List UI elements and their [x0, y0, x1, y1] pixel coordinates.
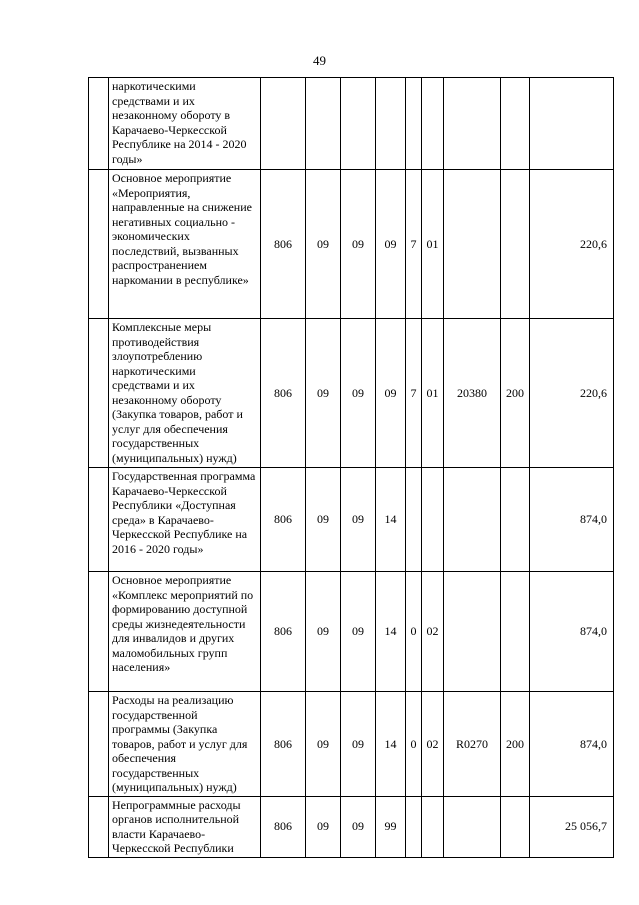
- direction-code-cell: [444, 468, 501, 572]
- expense-type-cell: [501, 572, 530, 692]
- table-row: [89, 572, 614, 692]
- row-number-cell: [89, 319, 109, 468]
- subsection-code-cell: 09: [341, 692, 376, 797]
- section-code-cell: 09: [306, 468, 341, 572]
- table-row: [89, 78, 614, 170]
- subsection-code-cell: 09: [341, 796, 376, 857]
- expense-type-cell: [501, 78, 530, 170]
- row-number-cell: [89, 796, 109, 857]
- row-number-cell: [89, 170, 109, 319]
- section-code-cell: 09: [306, 692, 341, 797]
- event-code-cell: 01: [422, 170, 444, 319]
- section-code-cell: 09: [306, 796, 341, 857]
- subsection-code-cell: [341, 78, 376, 170]
- table-row: [89, 170, 614, 319]
- subsection-code-cell: 09: [341, 572, 376, 692]
- budget-table: [88, 77, 614, 858]
- section-code-cell: 09: [306, 319, 341, 468]
- direction-code-cell: [444, 796, 501, 857]
- row-number-cell: [89, 572, 109, 692]
- event-code-cell: 02: [422, 572, 444, 692]
- row-name-cell: Государственная программа Карачаево-Черкесской Республики «Доступная среда» в Карачаево-Черкесской Республике на 2016 - 2020 годы»: [109, 468, 261, 572]
- table-row: [89, 796, 614, 857]
- amount-cell: 220,6: [530, 170, 614, 319]
- table-row: [89, 468, 614, 572]
- expense-type-cell: 200: [501, 692, 530, 797]
- amount-cell: 874,0: [530, 572, 614, 692]
- section-code-cell: [306, 78, 341, 170]
- ministry-code-cell: 806: [261, 170, 306, 319]
- expense-type-cell: [501, 468, 530, 572]
- expense-type-cell: [501, 796, 530, 857]
- amount-cell: 874,0: [530, 692, 614, 797]
- direction-code-cell: [444, 572, 501, 692]
- subprogram-code-cell: [406, 468, 422, 572]
- row-name-cell: Непрограммные расходы органов исполнительной власти Карачаево-Черкесской Республики: [109, 796, 261, 857]
- subprogram-code-cell: 7: [406, 319, 422, 468]
- program-code-cell: 09: [376, 170, 406, 319]
- event-code-cell: [422, 78, 444, 170]
- program-code-cell: 14: [376, 692, 406, 797]
- event-code-cell: 02: [422, 692, 444, 797]
- ministry-code-cell: 806: [261, 692, 306, 797]
- row-name-cell: Расходы на реализацию государственной программы (Закупка товаров, работ и услуг для обеспечения государственных (муниципальных) нужд): [109, 692, 261, 797]
- table-row: [89, 692, 614, 797]
- subsection-code-cell: 09: [341, 468, 376, 572]
- amount-cell: 220,6: [530, 319, 614, 468]
- row-name-cell: Комплексные меры противодействия злоупотреблению наркотическими средствами и их незаконному обороту (Закупка товаров, работ и услуг для обеспечения государственных (муниципальных) нужд): [109, 319, 261, 468]
- event-code-cell: 01: [422, 319, 444, 468]
- program-code-cell: 09: [376, 319, 406, 468]
- subprogram-code-cell: 0: [406, 692, 422, 797]
- subprogram-code-cell: 7: [406, 170, 422, 319]
- ministry-code-cell: 806: [261, 319, 306, 468]
- program-code-cell: 99: [376, 796, 406, 857]
- direction-code-cell: [444, 170, 501, 319]
- ministry-code-cell: 806: [261, 468, 306, 572]
- subprogram-code-cell: [406, 78, 422, 170]
- expense-type-cell: [501, 170, 530, 319]
- ministry-code-cell: 806: [261, 796, 306, 857]
- table-row: [89, 319, 614, 468]
- section-code-cell: 09: [306, 572, 341, 692]
- program-code-cell: 14: [376, 468, 406, 572]
- amount-cell: 874,0: [530, 468, 614, 572]
- direction-code-cell: [444, 78, 501, 170]
- row-number-cell: [89, 692, 109, 797]
- row-number-cell: [89, 78, 109, 170]
- program-code-cell: 14: [376, 572, 406, 692]
- direction-code-cell: R0270: [444, 692, 501, 797]
- row-name-cell: Основное мероприятие «Мероприятия, направленные на снижение негативных социально - экономических последствий, вызванных распространением наркомании в республике»: [109, 170, 261, 319]
- row-name-cell: наркотическими средствами и их незаконному обороту в Карачаево-Черкесской Республике на 2014 - 2020 годы»: [109, 78, 261, 170]
- program-code-cell: [376, 78, 406, 170]
- ministry-code-cell: 806: [261, 572, 306, 692]
- subprogram-code-cell: [406, 796, 422, 857]
- amount-cell: [530, 78, 614, 170]
- event-code-cell: [422, 796, 444, 857]
- subsection-code-cell: 09: [341, 170, 376, 319]
- row-name-cell: Основное мероприятие «Комплекс мероприятий по формированию доступной среды жизнедеятельности для инвалидов и других маломобильных групп населения»: [109, 572, 261, 692]
- subprogram-code-cell: 0: [406, 572, 422, 692]
- amount-cell: 25 056,7: [530, 796, 614, 857]
- section-code-cell: 09: [306, 170, 341, 319]
- page-number: 49: [313, 53, 326, 68]
- ministry-code-cell: [261, 78, 306, 170]
- row-number-cell: [89, 468, 109, 572]
- direction-code-cell: 20380: [444, 319, 501, 468]
- subsection-code-cell: 09: [341, 319, 376, 468]
- expense-type-cell: 200: [501, 319, 530, 468]
- event-code-cell: [422, 468, 444, 572]
